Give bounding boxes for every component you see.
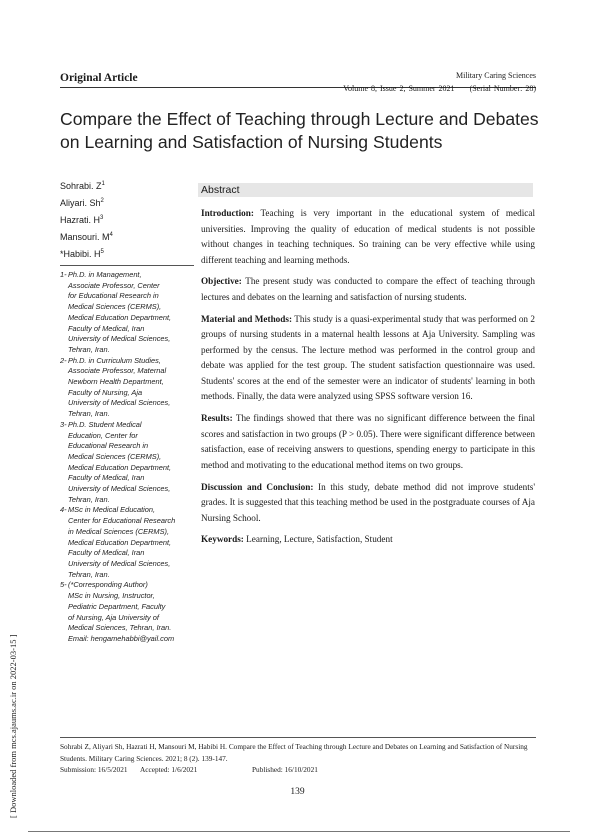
- affiliation-item: [60, 580, 196, 644]
- published-date: Published: 16/10/2021: [252, 765, 318, 774]
- citation-text: Sohrabi Z, Aliyari Sh, Hazrati H, Mansouri M, Habibi H. Compare the Effect of Teaching through Lecture and Debates on Learning and Satisfaction of Nursing Students. Military Caring Sciences. 2021; 8 (2). 139-147.: [60, 742, 528, 764]
- journal-name: Military Caring Sciences: [456, 71, 536, 80]
- affiliation-list: [60, 270, 196, 645]
- page-number: 139: [290, 787, 305, 797]
- affiliation-text: (*Corresponding Author) MSc in Nursing, Instructor, Pediatric Department, Faculty of Nursing, Aja University of Medical Sciences, Tehran, Iran. Email: hengamehabbi@yail.com: [68, 580, 175, 643]
- volume-text: Volume 8, Issue 2, Summer 2021: [343, 84, 455, 93]
- abstract-methods: [201, 312, 535, 405]
- publication-dates: [60, 765, 536, 774]
- affiliation-item: [60, 356, 196, 420]
- paper-title: Compare the Effect of Teaching through Lecture and Debates on Learning and Satisfaction of Nursing Students: [60, 109, 539, 152]
- affiliation-number: 4-: [60, 505, 67, 515]
- affiliation-number: 5-: [60, 580, 67, 590]
- author-name: *Habibi. H: [60, 249, 101, 259]
- author-affil-ref: 5: [100, 249, 104, 255]
- issue-info: [343, 84, 536, 93]
- section-text: In this study, debate method did not improve students' grades. It is suggested that this teaching method be used in the postgraduate courses of Aja Nursing School.: [201, 481, 536, 523]
- keywords-text: Learning, Lecture, Satisfaction, Student: [246, 534, 393, 545]
- section-label: Material and Methods:: [201, 313, 293, 324]
- abstract-heading: Abstract: [198, 183, 533, 197]
- author-name: Aliyari. Sh: [60, 198, 101, 208]
- affiliation-text: Ph.D. in Management, Associate Professor, Center for Educational Research in Medical Sciences (CERMS), Medical Education Department, Faculty of Medical, Iran University of Medical Sciences, Tehran, Iran.: [68, 270, 172, 354]
- author-item: [60, 249, 200, 266]
- affiliation-text: MSc in Medical Education, Center for Educational Research in Medical Sciences (CERMS), Medical Education Department, Faculty of Medical, Iran University of Medical Sciences, Tehran, Iran.: [68, 505, 176, 579]
- accepted-date: Accepted: 1/6/2021: [140, 765, 198, 774]
- abstract-objective: [201, 274, 535, 305]
- author-affil-ref: 2: [100, 198, 104, 204]
- affiliation-text: Ph.D. in Curriculum Studies, Associate Professor, Maternal Newborn Health Department, Faculty of Nursing, Aja University of Medical Sciences, Tehran, Iran.: [68, 355, 171, 419]
- section-text: This study is a quasi-experimental study that was performed on 2 groups of nursing students in a maternal health lessons at Aja University. Sampling was performed by the census. The lecture method was performed in the control group and debate was applied for the test group. The student satisfaction questionnaire was used. Students' scores at the end of the semester were an indicator of students' learning in both methods. Finally, the data were analyzed using SPSS software version 16.: [201, 313, 535, 402]
- abstract-keywords: [201, 532, 535, 548]
- authors-divider: [60, 265, 194, 266]
- author-item: [60, 181, 200, 198]
- section-text: The present study was conducted to compare the effect of teaching through lectures and debates on the learning and satisfaction of nursing students.: [201, 276, 535, 302]
- article-type-label: Original Article: [60, 72, 138, 84]
- affiliation-number: 1-: [60, 270, 67, 279]
- affiliation-item: [60, 505, 196, 580]
- abstract-conclusion: [201, 480, 535, 527]
- citation-divider: [60, 737, 536, 738]
- section-text: The findings showed that there was no significant difference between the final scores and satisfaction in two groups (P > 0.05). There were significant difference between satisfaction, ease of receiving answers to questions, spending energy to participate in this method and motivating to the educational method items on two groups.: [201, 413, 535, 470]
- abstract-body: [201, 206, 535, 554]
- author-item: [60, 232, 200, 249]
- affiliation-item: [60, 420, 196, 506]
- download-watermark: [ Downloaded from mcs.ajaums.ac.ir on 2022-03-15 ]: [8, 634, 18, 818]
- section-label: Results:: [201, 413, 233, 424]
- author-affil-ref: 3: [100, 215, 104, 221]
- section-label: Objective:: [201, 276, 242, 287]
- author-name: Hazrati. H: [60, 215, 101, 225]
- author-name: Mansouri. M: [60, 232, 110, 242]
- affiliation-text: Ph.D. Student Medical Education, Center for Educational Research in Medical Sciences (CERMS), Medical Education Department, Faculty of Medical, Iran University of Medical Sciences, Tehran, Iran.: [68, 419, 172, 504]
- author-name: Sohrabi. Z: [60, 181, 102, 191]
- abstract-introduction: [201, 206, 535, 268]
- page-bottom-divider: [28, 831, 570, 832]
- author-list: [60, 181, 200, 266]
- affiliation-item: [60, 270, 196, 356]
- serial-number: (Serial Number: 28): [469, 84, 536, 93]
- section-label: Introduction:: [201, 208, 254, 218]
- author-item: [60, 198, 200, 215]
- abstract-results: [201, 411, 535, 473]
- section-text: Teaching is very important in the educational system of medical universities. Improving the quality of education of medical students is not possible without changes in teaching techniques. So training can be very effective while using different teaching and learning methods.: [201, 208, 535, 265]
- author-affil-ref: 4: [109, 232, 113, 238]
- affiliation-number: 3-: [60, 419, 67, 429]
- author-affil-ref: 1: [101, 181, 105, 187]
- section-label: Discussion and Conclusion:: [201, 481, 314, 492]
- keywords-label: Keywords:: [201, 534, 244, 545]
- affiliation-number: 2-: [60, 355, 67, 365]
- author-item: [60, 215, 200, 232]
- submission-date: Submission: 16/5/2021: [60, 765, 128, 774]
